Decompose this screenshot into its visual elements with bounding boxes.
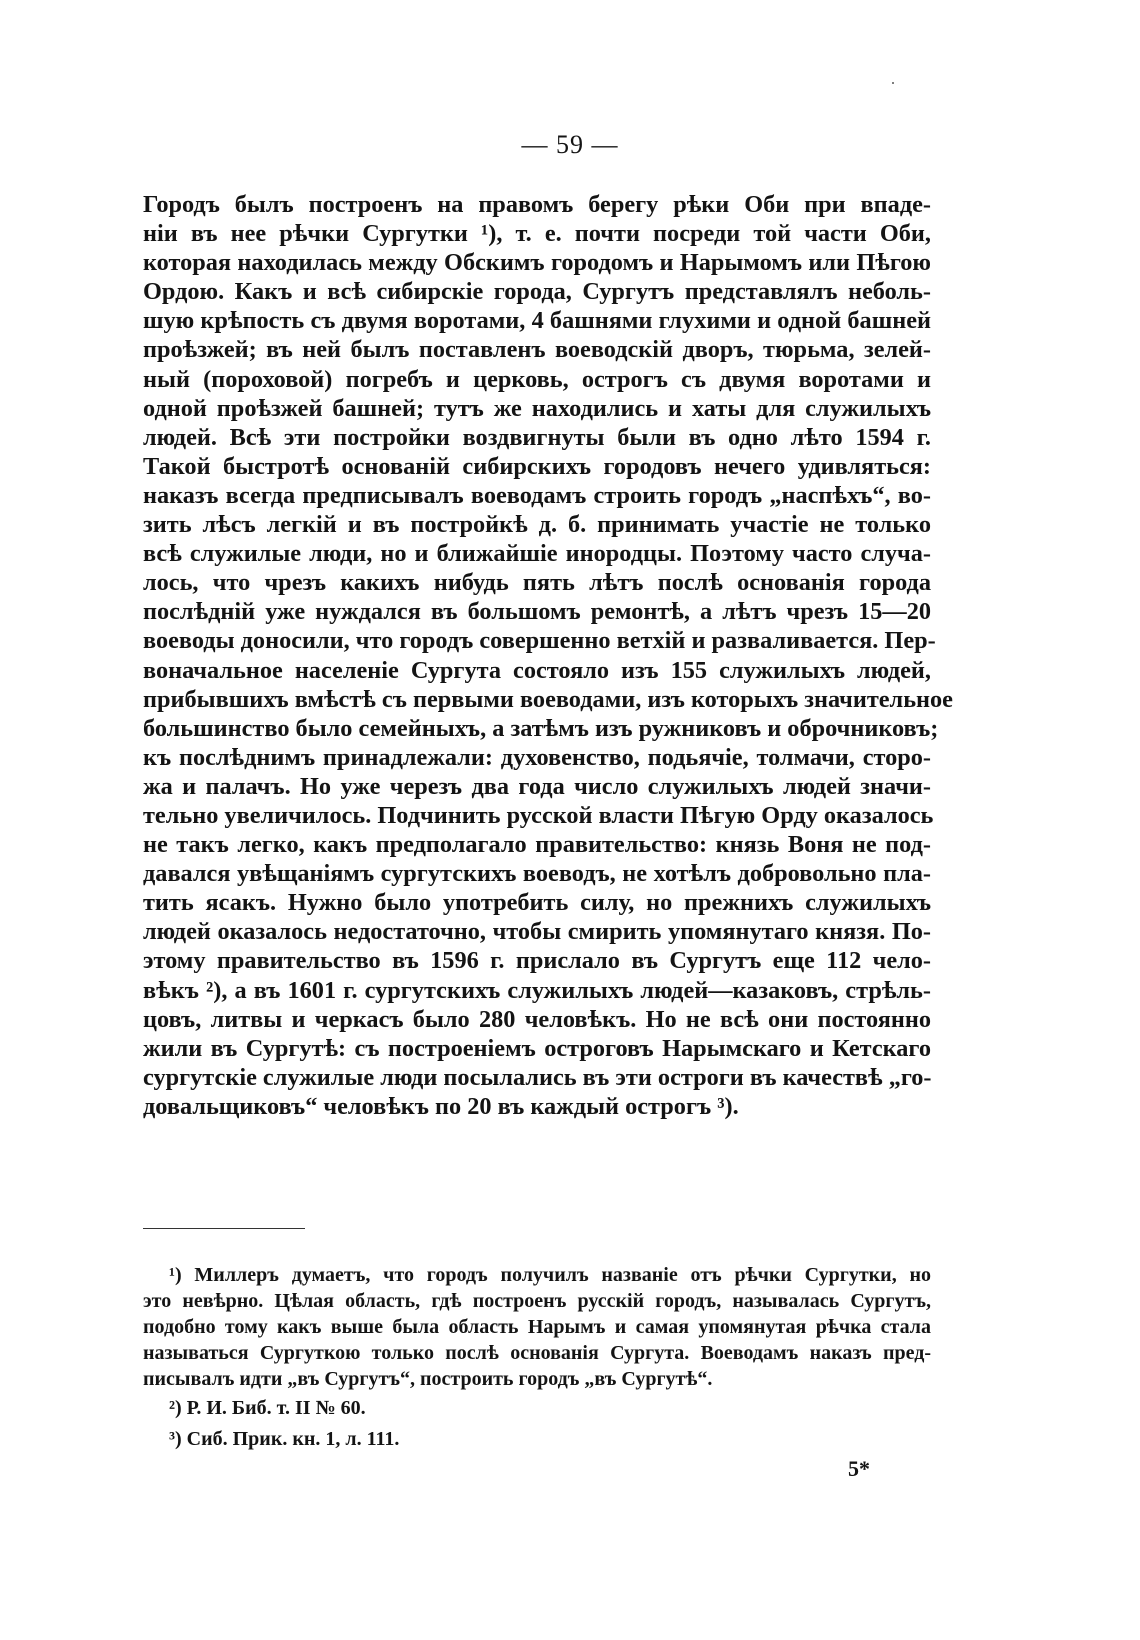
body-line: жа и палачъ. Но уже черезъ два года число служилыхъ людей значи- (143, 772, 931, 800)
footnote-1-line: называться Сургуткою только послѣ основанія Сургута. Воеводамъ наказъ пред- (143, 1342, 931, 1364)
body-line: зить лѣсъ легкій и въ постройкѣ д. б. принимать участіе не только (143, 511, 931, 539)
body-line: людей оказалось недостаточно, чтобы смирить упомянутаго князя. По- (143, 918, 931, 946)
body-line: тить ясакъ. Нужно было употребить силу, но прежнихъ служилыхъ (143, 889, 931, 917)
body-line: Такой быстротѣ основаній сибирскихъ городовъ нечего удивляться: (143, 452, 931, 480)
body-line: тельно увеличилось. Подчинить русской власти Пѣгую Орду оказалось (143, 801, 934, 829)
body-line: послѣдній уже нуждался въ большомъ ремонтѣ, а лѣтъ чрезъ 15—20 (143, 598, 931, 626)
footnote-2: ²) Р. И. Биб. т. II № 60. (169, 1397, 366, 1419)
body-line: наказъ всегда предписывалъ воеводамъ строить городъ „наспѣхъ“, во- (143, 481, 931, 509)
body-line: людей. Всѣ эти постройки воздвигнуты были въ одно лѣто 1594 г. (143, 423, 931, 451)
body-line: цовъ, литвы и черкасъ было 280 человѣкъ. Но не всѣ они постоянно (143, 1005, 931, 1033)
body-line: Ордою. Какъ и всѣ сибирскіе города, Сургутъ представлялъ неболь- (143, 278, 931, 306)
body-line: давался увѣщаніямъ сургутскихъ воеводъ, не хотѣлъ добровольно пла- (143, 860, 931, 888)
body-line: воеводы доносили, что городъ совершенно ветхій и разваливается. Пер- (143, 627, 936, 655)
body-line: вѣкъ ²), а въ 1601 г. сургутскихъ служилыхъ людей—казаковъ, стрѣль- (143, 976, 931, 1004)
body-line: сургутскіе служилые люди посылались въ эти остроги въ качествѣ „го- (143, 1063, 932, 1091)
body-line: шую крѣпость съ двумя воротами, 4 башнями глухими и одной башней (143, 307, 931, 335)
footnote-1-line: писывалъ идти „въ Сургутъ“, построить городъ „въ Сургутѣ“. (143, 1368, 713, 1390)
body-line: большинство было семейныхъ, а затѣмъ изъ ружниковъ и оброчниковъ; (143, 714, 939, 742)
signature-mark: 5* (848, 1456, 870, 1481)
footnotes (143, 1262, 931, 1454)
body-line: жили въ Сургутѣ: съ построеніемъ остроговъ Нарымскаго и Кетскаго (143, 1034, 931, 1062)
body-line: лось, что чрезъ какихъ нибудь пять лѣтъ послѣ основанія города (143, 569, 931, 597)
body-line: этому правительство въ 1596 г. прислало въ Сургутъ еще 112 чело- (143, 947, 931, 975)
body-line: ніи въ нее рѣчки Сургутки ¹), т. е. почти посреди той части Оби, (143, 220, 931, 248)
footnote-3: ³) Сиб. Прик. кн. 1, л. 111. (169, 1428, 400, 1450)
footnote-separator (143, 1228, 305, 1229)
body-line: всѣ служилые люди, но и ближайшіе инородцы. Поэтому часто случа- (143, 540, 931, 568)
footnote-1-line: ¹) Миллеръ думаетъ, что городъ получилъ названіе отъ рѣчки Сургутки, но (169, 1264, 931, 1286)
scan-speck (892, 82, 894, 84)
body-line: Городъ былъ построенъ на правомъ берегу рѣки Оби при впаде- (143, 191, 931, 218)
page-number: — 59 — (521, 130, 619, 159)
body-line: къ послѣднимъ принадлежали: духовенство, подьячіе, толмачи, сторо- (143, 743, 931, 771)
body-line: довальщиковъ“ человѣкъ по 20 въ каждый острогъ ³). (143, 1092, 739, 1120)
body-line: не такъ легко, какъ предполагало правительство: князь Воня не под- (143, 831, 931, 859)
footnote-1-line: это невѣрно. Цѣлая область, гдѣ построенъ русскій городъ, называлась Сургутъ, (143, 1290, 931, 1312)
footnote-1-line: подобно тому какъ выше была область Нарымъ и самая упомянутая рѣчка стала (143, 1316, 931, 1338)
body-line: прибывшихъ вмѣстѣ съ первыми воеводами, изъ которыхъ значительное (143, 685, 953, 713)
body-line: которая находилась между Обскимъ городомъ и Нарымомъ или Пѣгою (143, 249, 931, 277)
body-line: одной проѣзжей башней; тутъ же находились и хаты для служилыхъ (143, 394, 931, 422)
body-line: ный (пороховой) погребъ и церковь, острогъ съ двумя воротами и (143, 365, 931, 393)
body-text (143, 190, 953, 1121)
body-line: проѣзжей; въ ней былъ поставленъ воеводскій дворъ, тюрьма, зелей- (143, 336, 931, 364)
body-line: воначальное населеніе Сургута состояло изъ 155 служилыхъ людей, (143, 656, 931, 684)
